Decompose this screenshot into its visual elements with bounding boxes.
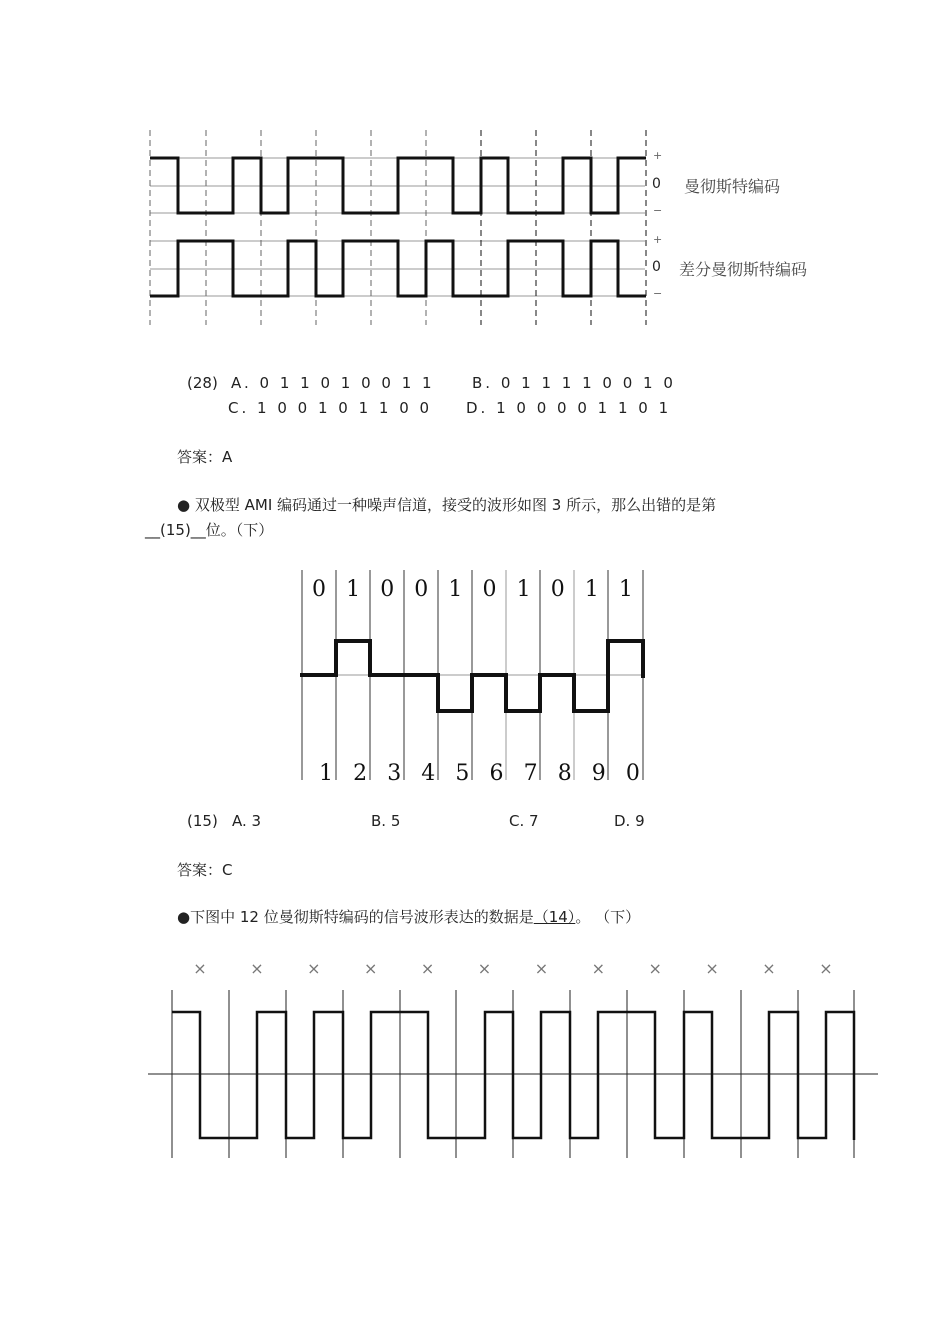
q15-option-a: A. 3: [232, 812, 262, 830]
ami-position-label: 2: [353, 761, 368, 786]
cross-mark: ×: [307, 959, 321, 978]
ami-bit-label: 1: [346, 577, 361, 602]
cross-mark: ×: [477, 959, 492, 978]
q14-question: [177, 906, 640, 927]
q28-option-c: C. 1 0 0 1 0 1 1 0 0: [228, 399, 433, 417]
cross-mark: ×: [819, 959, 833, 978]
ami-bit-label: 1: [618, 577, 633, 602]
q14-text-before: ●下图中 12 位曼彻斯特编码的信号波形表达的数据是: [177, 908, 534, 926]
cross-mark: ×: [534, 959, 549, 978]
q28-option-d: D. 1 0 0 0 0 1 1 0 1: [466, 399, 672, 417]
minus-sign-row2: −: [653, 287, 663, 300]
q15-answer: 答案：C: [177, 861, 233, 879]
zero-sign-row2: 0: [652, 259, 661, 275]
ami-bit-label: 0: [482, 577, 497, 602]
ami-position-label: 7: [523, 761, 538, 786]
q14-waveform: [172, 1012, 854, 1140]
ami-position-label: 0: [625, 761, 640, 786]
zero-sign-row1: 0: [652, 176, 661, 192]
cross-mark: ×: [420, 959, 435, 978]
ami-position-label: 8: [557, 761, 572, 786]
ami-bit-label: 0: [414, 577, 429, 602]
q15-number: (15): [187, 812, 218, 830]
minus-sign-row1: −: [653, 204, 663, 217]
cross-mark: ×: [648, 959, 662, 978]
ami-position-label: 6: [489, 761, 504, 786]
ami-position-label: 4: [421, 761, 436, 786]
q15-option-b: B. 5: [371, 812, 401, 830]
manchester-12bit-figure: [0, 950, 950, 1180]
q28-number: (28): [187, 374, 218, 392]
q15-option-d: D. 9: [614, 812, 645, 830]
q28-answer: 答案：A: [177, 448, 233, 466]
ami-position-label: 9: [591, 761, 606, 786]
cross-mark: ×: [250, 959, 264, 978]
cross-mark: ×: [762, 959, 776, 978]
q15-question-line2: __(15)__位。（下）: [145, 521, 274, 539]
plus-sign-row1: +: [653, 149, 663, 162]
q15-question-line1: ● 双极型 AMI 编码通过一种噪声信道，接受的波形如图 3 所示，那么出错的是第: [177, 496, 717, 514]
cross-mark: ×: [193, 959, 207, 978]
cross-mark: ×: [591, 959, 606, 978]
q15-option-c: C. 7: [509, 812, 539, 830]
q14-text-after: 。 （下）: [575, 908, 641, 926]
ami-figure: [0, 560, 950, 800]
ami-bit-label: 1: [448, 577, 463, 602]
cross-mark: ×: [363, 959, 378, 978]
q14-blank: （14）: [533, 908, 576, 926]
ami-position-label: 3: [387, 761, 402, 786]
q28-option-b: B. 0 1 1 1 1 0 0 1 0: [472, 374, 676, 392]
manchester-label: 曼彻斯特编码: [684, 177, 781, 196]
ami-position-label: 1: [319, 761, 333, 786]
ami-bit-label: 0: [550, 577, 565, 602]
differential-manchester-label: 差分曼彻斯特编码: [679, 260, 808, 279]
plus-sign-row2: +: [653, 233, 663, 246]
ami-position-label: 5: [455, 761, 470, 786]
ami-bit-label: 1: [584, 577, 599, 602]
ami-bit-label: 0: [380, 577, 395, 602]
ami-bit-label: 0: [312, 577, 326, 602]
ami-bit-label: 1: [516, 577, 531, 602]
q28-option-a: A. 0 1 1 0 1 0 0 1 1: [231, 374, 435, 392]
manchester-figure: [0, 0, 950, 340]
cross-mark: ×: [705, 959, 719, 978]
